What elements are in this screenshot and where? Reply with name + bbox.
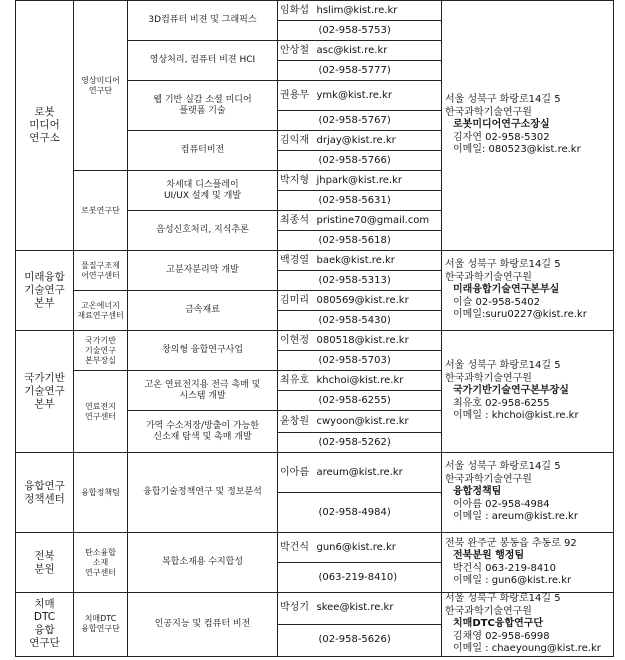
contact-line: 박건식 063-219-8410 [453,562,556,574]
unit-name-line: 미디어 [29,119,60,131]
table-row [16,533,614,563]
division-name-line: 융합연구단 [81,624,120,634]
name-spacer [278,563,315,593]
research-topic-line: 신소재 탐색 및 촉매 개발 [153,431,252,442]
table-row [16,1,614,21]
unit-name-line: 본부 [34,398,55,410]
contact-title: 치매DTC융합연구단 [453,618,544,629]
researcher-phone: (063-219-8410) [315,563,442,593]
unit-name-line: 분원 [34,562,55,575]
researcher-email[interactable]: drjay@kist.re.kr [315,131,442,151]
unit-name-line: 기술연구 [24,284,65,296]
researcher-name: 박지형 [278,171,315,191]
researcher-phone: (02-958-5626) [315,624,442,656]
division-name [74,453,128,533]
division-name-line: 물질구조제 [81,260,120,270]
division-name-line: 연구센터 [85,567,116,577]
research-topic-line: 영상처리, 컴퓨터 비젼 HCI [149,55,256,65]
division-name [74,251,128,291]
researcher-phone: (02-958-5753) [315,21,442,41]
researcher-phone: (02-958-5631) [315,191,442,211]
name-spacer [278,493,315,533]
unit-name-line: 국가기반 [24,372,65,384]
division-name [74,1,128,171]
unit-name-line: 정책센터 [24,492,65,505]
researcher-phone: (02-958-5767) [315,111,442,131]
contact-line: 이메일 : chaeyoung@kist.re.kr [453,643,601,654]
research-topic-line: 웹 기반 실감 소셜 미디어 [153,94,252,105]
researcher-name: 이현정 [278,331,315,351]
research-topic-line: 융합기술정책연구 및 정보분석 [143,487,262,497]
researcher-name: 백경열 [278,251,315,271]
unit-name [16,1,74,251]
address-line: 서울 성북구 화랑로14길 5 [445,259,561,271]
address-line: 한국과학기술연구원 [445,106,532,118]
researcher-name: 임화섭 [278,1,315,21]
address-line: 서울 성북구 화랑로14길 5 [445,461,561,473]
division-name-line: 본부장실 [85,355,116,365]
contact-line: 이슬 02-958-5402 [453,296,540,308]
research-topic-line: 인공지능 및 컴퓨터 비전 [154,618,251,629]
research-topic [128,171,278,211]
unit-name-line: 기술연구 [24,385,65,397]
research-topic-line: 차세대 디스플레이 [166,179,239,190]
research-topic-line: 컴퓨터비전 [180,145,225,155]
contact-line: 김자연 02-958-5302 [453,131,550,143]
research-topic-line: 복합소재용 수지합성 [161,557,244,567]
address-line: 한국과학기술연구원 [445,473,532,485]
contact-title: 전북분원 행정팀 [453,550,525,561]
research-topic [128,371,278,411]
name-spacer [278,151,315,171]
table-row [16,331,614,351]
research-topic-line: 고온 연료전지용 전극 촉매 및 [144,379,261,390]
researcher-name: 박건식 [278,533,315,563]
researcher-name: 안상철 [278,41,315,61]
unit-name-line: 전북 [34,549,55,562]
division-name-line: 영상미디어 [81,75,120,85]
researcher-email[interactable]: cwyoon@kist.re.kr [315,411,442,433]
researcher-phone: (02-958-5703) [315,351,442,371]
research-topic-line: 금속재료 [185,305,220,315]
division-name-line: 고온에너지 [81,300,120,310]
researcher-phone: (02-958-5430) [315,311,442,331]
table-row [16,593,614,625]
name-spacer [278,191,315,211]
division-name-line: 탄소융합 [85,547,116,557]
address-line: 서울 성북구 화랑로14길 5 [445,593,561,604]
researcher-email[interactable]: gun6@kist.re.kr [315,533,442,563]
division-name [74,371,128,453]
unit-name-line: 융합 [34,624,55,637]
division-name-line: 재료연구센터 [77,310,124,320]
contact-title: 국가기반기술연구본부장실 [453,385,569,397]
researcher-email[interactable]: asc@kist.re.kr [315,41,442,61]
division-name-line: 연구센터 [85,411,116,421]
research-topic [128,211,278,251]
division-name-line: 소재 [92,557,109,567]
division-name-line: 국가기반 [85,335,116,345]
contact-line: 이메일:suru0227@kist.re.kr [453,309,587,321]
researcher-name: 윤창원 [278,411,315,433]
research-topic [128,533,278,593]
unit-name [16,331,74,453]
unit-name [16,251,74,331]
contact-title: 미래융합기술연구본부실 [453,284,560,296]
name-spacer [278,433,315,453]
unit-contact [442,251,614,331]
contact-title: 로봇미디어연구소장실 [453,119,550,131]
researcher-phone: (02-958-6255) [315,391,442,411]
contact-line: 이메일 : khchoi@kist.re.kr [453,410,579,422]
division-name [74,171,128,251]
contact-line: 최유호 02-958-6255 [453,397,550,409]
researcher-name: 박성기 [278,593,315,625]
researcher-email[interactable]: baek@kist.re.kr [315,251,442,271]
research-topic-line: 시스템 개발 [179,390,226,401]
address-line: 한국과학기술연구원 [445,372,532,384]
name-spacer [278,271,315,291]
research-topic [128,41,278,81]
division-name-line: 연료전지 [85,401,116,411]
research-topic-line: 3D컴퓨터 비젼 및 그래픽스 [148,15,257,25]
address-line: 한국과학기술연구원 [445,605,532,617]
unit-name-line: 미래융합 [24,271,65,283]
researcher-name: 이아름 [278,453,315,493]
contact-table [15,0,614,657]
address-line: 서울 성북구 화랑로14길 5 [445,94,561,106]
researcher-name: 김미리 [278,291,315,311]
contact-line: 김채영 02-958-6998 [453,630,550,642]
research-topic [128,331,278,371]
research-topic [128,593,278,657]
research-topic [128,1,278,41]
name-spacer [278,111,315,131]
contact-title: 융합정책팀 [453,486,502,498]
name-spacer [278,351,315,371]
division-name-line: 융합정책팀 [81,487,120,497]
unit-name-line: 연구단 [29,637,60,650]
contact-line: 이메일 : gun6@kist.re.kr [453,575,572,586]
researcher-phone: (02-958-5766) [315,151,442,171]
name-spacer [278,21,315,41]
division-name-line: 치매DTC [84,614,117,624]
division-name [74,593,128,657]
unit-name [16,453,74,533]
contact-table-body [16,1,614,657]
unit-name-line: 치매 [34,598,55,611]
unit-contact [442,331,614,453]
researcher-phone: (02-958-5777) [315,61,442,81]
researcher-email[interactable]: 080518@kist.re.kr [315,331,442,351]
division-name-line: 어연구센터 [81,270,120,280]
unit-name-line: 본부 [34,297,55,309]
table-row [16,453,614,493]
contact-line: 이메일: 080523@kist.re.kr [453,144,581,156]
name-spacer [278,391,315,411]
division-name [74,291,128,331]
researcher-phone: (02-958-5618) [315,231,442,251]
researcher-phone: (02-958-5262) [315,433,442,453]
unit-name [16,593,74,657]
contact-line: 이아름 02-958-4984 [453,498,550,510]
name-spacer [278,624,315,656]
division-name-line: 로봇연구단 [81,205,120,215]
contact-line: 이메일 : areum@kist.re.kr [453,511,578,523]
researcher-name: 최종석 [278,211,315,231]
research-topic [128,291,278,331]
address-line: 한국과학기술연구원 [445,271,532,283]
researcher-name: 권용무 [278,81,315,111]
researcher-email[interactable]: 080569@kist.re.kr [315,291,442,311]
researcher-email[interactable]: jhpark@kist.re.kr [315,171,442,191]
unit-contact [442,453,614,533]
unit-name-line: 로봇 [34,106,55,118]
unit-name-line: DTC [33,611,56,624]
name-spacer [278,231,315,251]
division-name-line: 연구단 [88,85,113,95]
research-topic-line: 고분자분리막 개발 [166,265,239,275]
unit-contact [442,1,614,251]
division-name-line: 기술연구 [85,345,116,355]
research-topic [128,411,278,453]
researcher-name: 김익재 [278,131,315,151]
division-name [74,533,128,593]
unit-name-line: 융합연구 [24,479,65,492]
unit-contact [442,533,614,593]
unit-name [16,533,74,593]
researcher-email[interactable]: areum@kist.re.kr [315,453,442,493]
research-topic-line: 가역 수소저장/방출이 가능한 [145,420,260,431]
research-topic [128,251,278,291]
table-row [16,251,614,271]
researcher-email[interactable]: khchoi@kist.re.kr [315,371,442,391]
division-name [74,331,128,371]
researcher-name: 최유호 [278,371,315,391]
researcher-email[interactable]: skee@kist.re.kr [315,593,442,625]
address-line: 서울 성북구 화랑로14길 5 [445,360,561,372]
unit-name-line: 연구소 [29,132,60,144]
name-spacer [278,61,315,81]
researcher-phone: (02-958-5313) [315,271,442,291]
research-topic-line: UI/UX 설계 및 개발 [163,190,242,201]
unit-contact [442,593,614,657]
research-topic [128,453,278,533]
research-topic-line: 창의형 융합연구사업 [161,345,244,355]
research-topic-line: 음성신호처리, 지식추론 [156,225,249,235]
name-spacer [278,311,315,331]
researcher-email[interactable]: pristine70@gmail.com [315,211,442,231]
researcher-phone: (02-958-4984) [315,493,442,533]
address-line: 전북 완주군 봉동읍 추동로 92 [445,537,577,549]
research-topic-line: 플랫폼 기술 [179,105,226,116]
researcher-email[interactable]: ymk@kist.re.kr [315,81,442,111]
research-topic [128,131,278,171]
research-topic [128,81,278,131]
researcher-email[interactable]: hslim@kist.re.kr [315,1,442,21]
